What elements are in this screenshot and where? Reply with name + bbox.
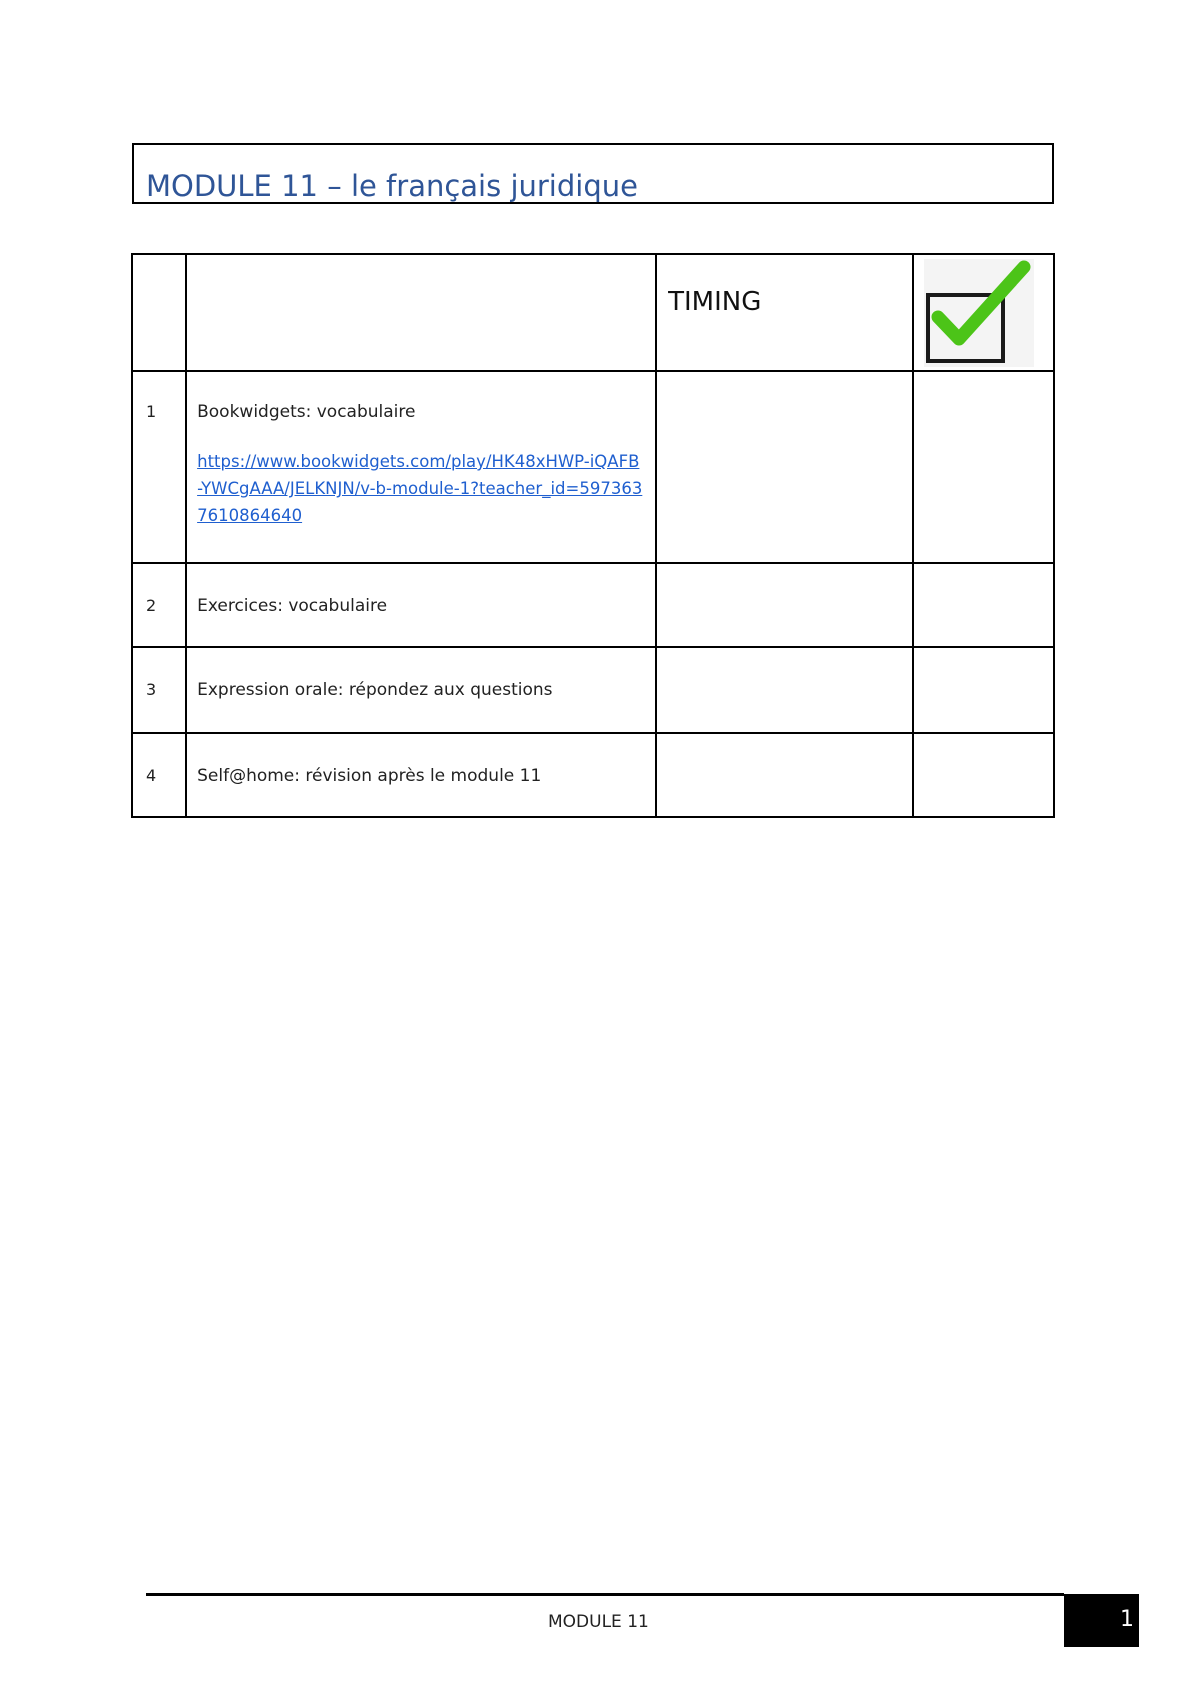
- title-box: [132, 143, 1054, 204]
- table-row: [132, 371, 1054, 563]
- table-row: [132, 563, 1054, 647]
- footer-label: MODULE 11: [548, 1612, 649, 1632]
- header-check-cell: [913, 254, 1054, 371]
- footer-divider: [146, 1593, 1064, 1596]
- row-number-cell: [132, 371, 186, 563]
- row-timing-cell: [656, 647, 913, 733]
- row-number-cell: [132, 733, 186, 817]
- row-task-cell: [186, 733, 656, 817]
- row-number: 4: [146, 766, 157, 785]
- task-table: [131, 253, 1055, 818]
- header-task-cell: [186, 254, 656, 371]
- bookwidgets-link[interactable]: https://www.bookwidgets.com/play/HK48xHWP-iQAFB-YWCgAAA/JELKNJN/v-b-module-1?teacher_id=5973637610864640: [197, 452, 643, 525]
- row-task-cell: [186, 647, 656, 733]
- task-label: Expression orale: répondez aux questions: [197, 680, 553, 700]
- row-number: 1: [146, 402, 157, 421]
- task-label: Bookwidgets: vocabulaire: [197, 402, 416, 422]
- checkmark-checkbox-icon: [924, 259, 1034, 367]
- row-number: 3: [146, 680, 157, 699]
- row-number: 2: [146, 596, 157, 615]
- page-title: MODULE 11 – le français juridique: [146, 169, 638, 203]
- row-number-cell: [132, 647, 186, 733]
- row-timing-cell: [656, 733, 913, 817]
- page-number-box: [1064, 1594, 1139, 1647]
- row-check-cell: [913, 371, 1054, 563]
- header-timing-cell: [656, 254, 913, 371]
- row-number-cell: [132, 563, 186, 647]
- row-check-cell: [913, 647, 1054, 733]
- row-task-cell: [186, 371, 656, 563]
- row-check-cell: [913, 563, 1054, 647]
- page-number: 1: [1120, 1607, 1134, 1632]
- table-header-row: [132, 254, 1054, 371]
- task-label: Exercices: vocabulaire: [197, 596, 388, 616]
- table-row: [132, 647, 1054, 733]
- row-timing-cell: [656, 371, 913, 563]
- row-check-cell: [913, 733, 1054, 817]
- timing-header: TIMING: [668, 287, 762, 317]
- table-row: [132, 733, 1054, 817]
- task-label: Self@home: révision après le module 11: [197, 766, 542, 786]
- row-timing-cell: [656, 563, 913, 647]
- row-task-cell: [186, 563, 656, 647]
- header-number-cell: [132, 254, 186, 371]
